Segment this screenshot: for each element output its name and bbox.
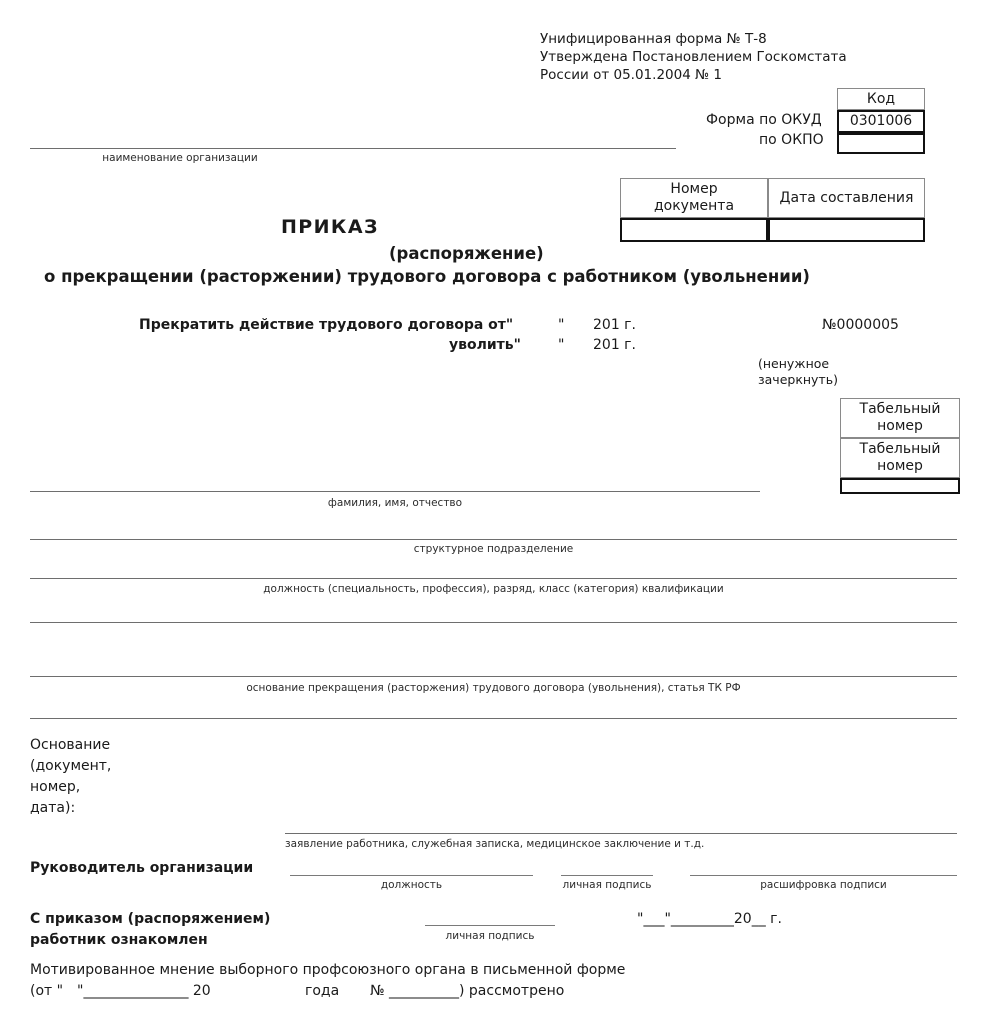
- head-transcript-caption: расшифровка подписи: [760, 879, 887, 891]
- acknowledgement-label-line-1: С приказом (распоряжением): [30, 911, 271, 927]
- union-opinion-line-2-part-1: (от ": [30, 983, 64, 999]
- personnel-number-header-repeat: [840, 438, 960, 478]
- order-document-number: №0000005: [822, 317, 899, 333]
- basis-label-line-2: (документ,: [30, 758, 112, 774]
- fio-caption: фамилия, имя, отчество: [327, 497, 463, 509]
- fio-rule[interactable]: [30, 491, 760, 492]
- personnel-number-value-cell[interactable]: [840, 478, 960, 494]
- okud-value-cell[interactable]: 0301006: [837, 110, 925, 133]
- union-opinion-line-2-part-2[interactable]: "_______________ 20: [77, 983, 211, 999]
- head-transcript-rule[interactable]: [690, 875, 957, 876]
- head-position-caption: должность: [380, 879, 443, 891]
- position-rule[interactable]: [30, 578, 957, 579]
- form-header-line-1: Унифицированная форма № Т-8: [540, 31, 767, 47]
- doc-number-header: [620, 178, 768, 218]
- personnel-number-header: [840, 398, 960, 438]
- terminate-year: 201 г.: [593, 317, 636, 333]
- organization-name-rule[interactable]: [30, 148, 676, 149]
- form-header-line-3: России от 05.01.2004 № 1: [540, 67, 723, 83]
- basis-doc-rule[interactable]: [285, 833, 957, 834]
- grounds-caption: основание прекращения (расторжения) трудового договора (увольнения), статья ТК РФ: [246, 682, 741, 694]
- union-opinion-line-2-part-3: года: [305, 983, 340, 999]
- personnel-number-repeat-line-1: Табельный: [859, 441, 941, 457]
- grounds-blank-rule-1[interactable]: [30, 622, 957, 623]
- union-opinion-line-2-part-4[interactable]: № __________) рассмотрено: [370, 983, 565, 999]
- basis-label-line-1: Основание: [30, 737, 111, 753]
- acknowledgement-signature-caption: личная подпись: [445, 930, 535, 942]
- personnel-number-repeat-line-2: номер: [877, 458, 923, 474]
- code-table-header: Код: [837, 88, 925, 110]
- doc-number-value-cell[interactable]: [620, 218, 768, 242]
- personnel-number-header-line-1: Табельный: [859, 401, 941, 417]
- basis-doc-caption: заявление работника, служебная записка, медицинское заключение и т.д.: [285, 838, 705, 850]
- organization-name-caption: наименование организации: [102, 152, 258, 164]
- basis-label-line-3: номер,: [30, 779, 81, 795]
- page-subtitle: (распоряжение): [389, 244, 544, 263]
- terminate-contract-label: Прекратить действие трудового договора от": [139, 317, 514, 333]
- dismiss-date-quote: ": [558, 337, 565, 353]
- department-rule[interactable]: [30, 539, 957, 540]
- okud-label: Форма по ОКУД: [706, 112, 822, 128]
- acknowledgement-label-line-2: работник ознакомлен: [30, 932, 208, 948]
- strike-note-line-1: (ненужное: [758, 356, 830, 371]
- head-of-organization-label: Руководитель организации: [30, 860, 254, 876]
- dismiss-year: 201 г.: [593, 337, 636, 353]
- page-title: ПРИКАЗ: [281, 216, 379, 238]
- acknowledgement-signature-rule[interactable]: [425, 925, 555, 926]
- position-caption: должность (специальность, профессия), разряд, класс (категория) квалификации: [263, 583, 724, 595]
- doc-date-header: Дата составления: [768, 178, 925, 218]
- okpo-label: по ОКПО: [759, 132, 824, 148]
- personnel-number-header-line-2: номер: [877, 418, 923, 434]
- department-caption: структурное подразделение: [413, 543, 574, 555]
- okpo-value-cell[interactable]: [837, 133, 925, 154]
- form-header-line-2: Утверждена Постановлением Госкомстата: [540, 49, 847, 65]
- grounds-blank-rule-3[interactable]: [30, 718, 957, 719]
- head-signature-caption: личная подпись: [562, 879, 652, 891]
- doc-date-value-cell[interactable]: [768, 218, 925, 242]
- doc-number-header-line-1: Номер: [670, 181, 718, 197]
- acknowledgement-date[interactable]: "___"_________20__ г.: [637, 911, 782, 927]
- head-position-rule[interactable]: [290, 875, 533, 876]
- strike-note-line-2: зачеркнуть): [758, 372, 838, 387]
- head-signature-rule[interactable]: [561, 875, 653, 876]
- dismiss-label: уволить": [449, 337, 521, 353]
- page-title-description: о прекращении (расторжении) трудового договора с работником (увольнении): [44, 267, 810, 286]
- union-opinion-line-1: Мотивированное мнение выборного профсоюзного органа в письменной форме: [30, 962, 626, 978]
- terminate-date-quote: ": [558, 317, 565, 333]
- doc-number-header-line-2: документа: [653, 198, 735, 214]
- grounds-rule-2[interactable]: [30, 676, 957, 677]
- basis-label-line-4: дата):: [30, 800, 76, 816]
